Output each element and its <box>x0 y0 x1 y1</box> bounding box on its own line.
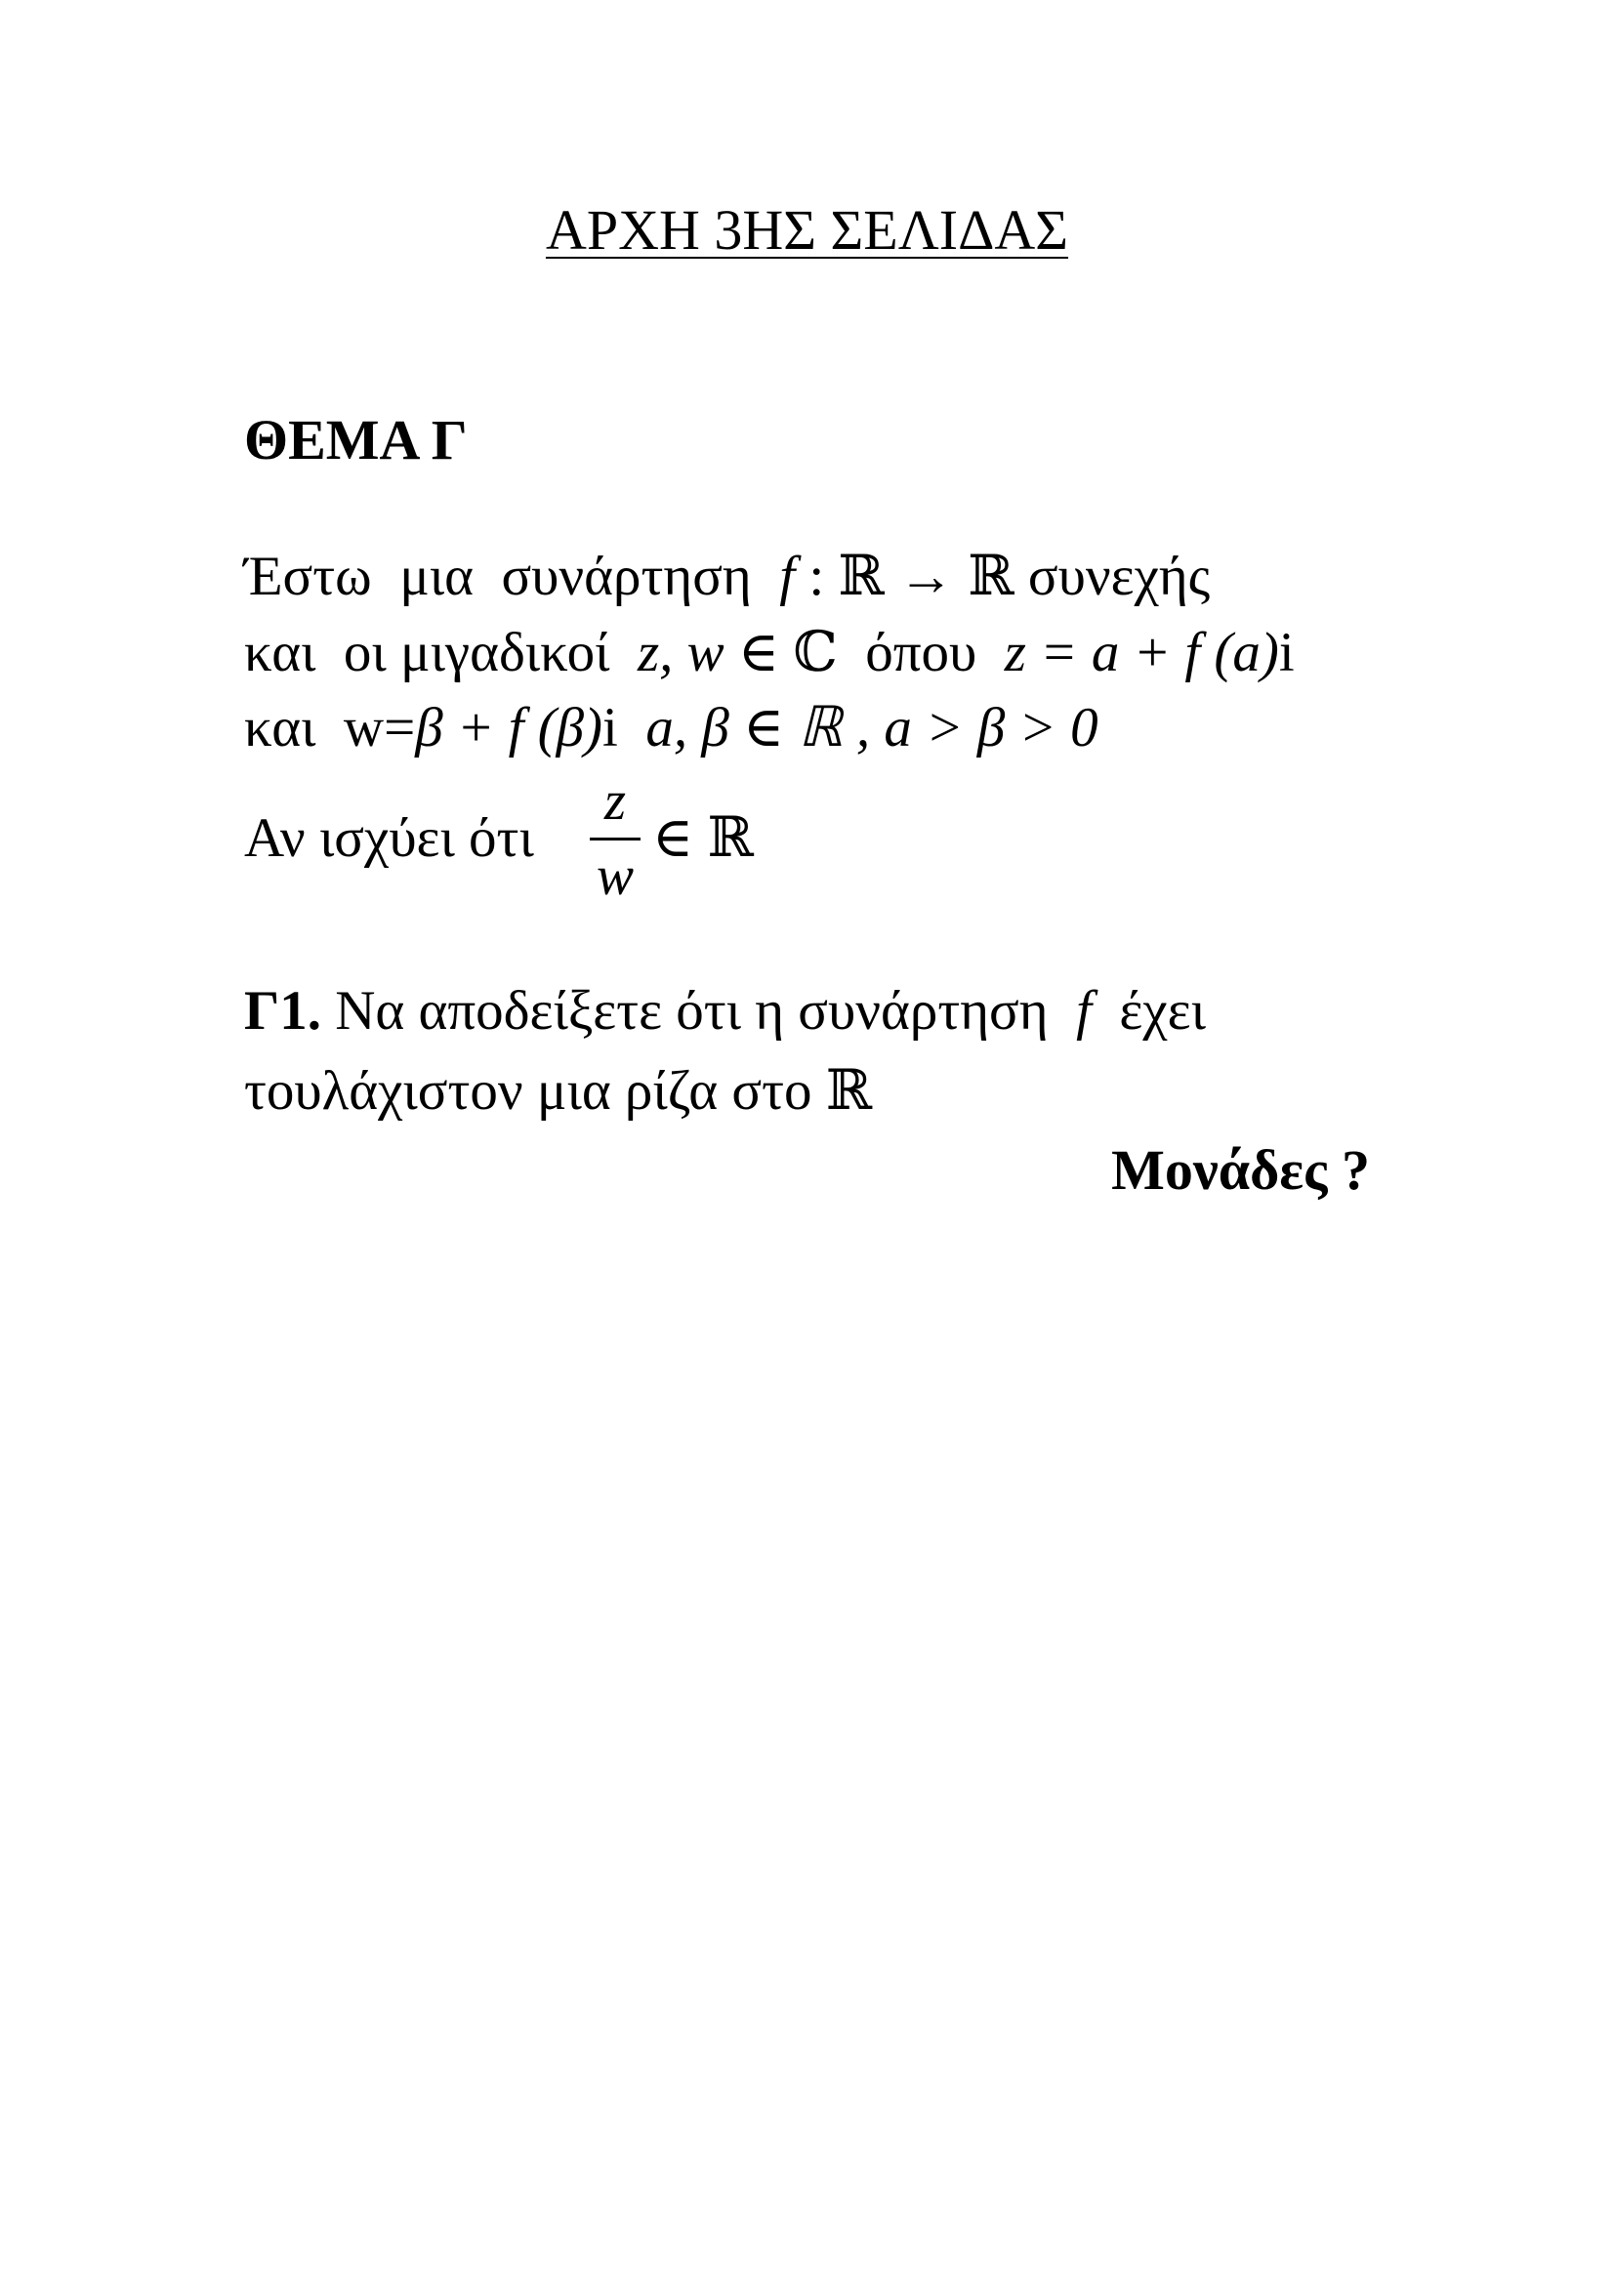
math-zw: z, w <box>637 622 724 683</box>
statement-line-1: Έστω μια συνάρτηση f : ℝ → ℝ συνεχής <box>244 546 1211 607</box>
math-w-def: β + f (β) <box>415 697 603 758</box>
theme-title: ΘΕΜΑ Γ <box>244 408 468 472</box>
statement-line-3: και w=β + f (β)i a, β ∈ ℝ , a > β > 0 <box>244 697 1098 758</box>
math-in-complex: ∈ ℂ <box>724 622 838 683</box>
question-label: Γ1. <box>244 980 322 1042</box>
statement-line-2: και οι μιγαδικοί z, w ∈ ℂ όπου z = a + f (a)i <box>244 622 1295 683</box>
math-in-real: ∈ ℝ <box>652 807 754 869</box>
fraction-bar <box>590 838 641 840</box>
question-line-1: Γ1. Να αποδείξετε ότι η συνάρτηση f έχει <box>244 980 1206 1042</box>
math-map: : ℝ → ℝ <box>795 546 1014 607</box>
page-header <box>0 195 1614 266</box>
fraction-denominator: w <box>596 845 635 907</box>
math-condition: a, β ∈ ℝ , a > β > 0 <box>645 697 1098 758</box>
math-z-def: z = a + f (a) <box>1004 622 1279 683</box>
points-label: Μονάδες ? <box>1111 1138 1370 1202</box>
math-f-question: f <box>1076 980 1092 1042</box>
page-header-text: ΑΡΧΗ 3ΗΣ ΣΕΛΙΔΑΣ <box>545 198 1069 262</box>
math-f: f <box>779 546 796 607</box>
question-line-2: τουλάχιστον μια ρίζα στο ℝ <box>244 1060 873 1122</box>
math-real-question: ℝ <box>825 1060 873 1122</box>
fraction-numerator: z <box>603 770 627 832</box>
fraction-z-over-w <box>586 771 644 907</box>
statement-line-4: Αν ισχύει ότι <box>244 807 534 869</box>
